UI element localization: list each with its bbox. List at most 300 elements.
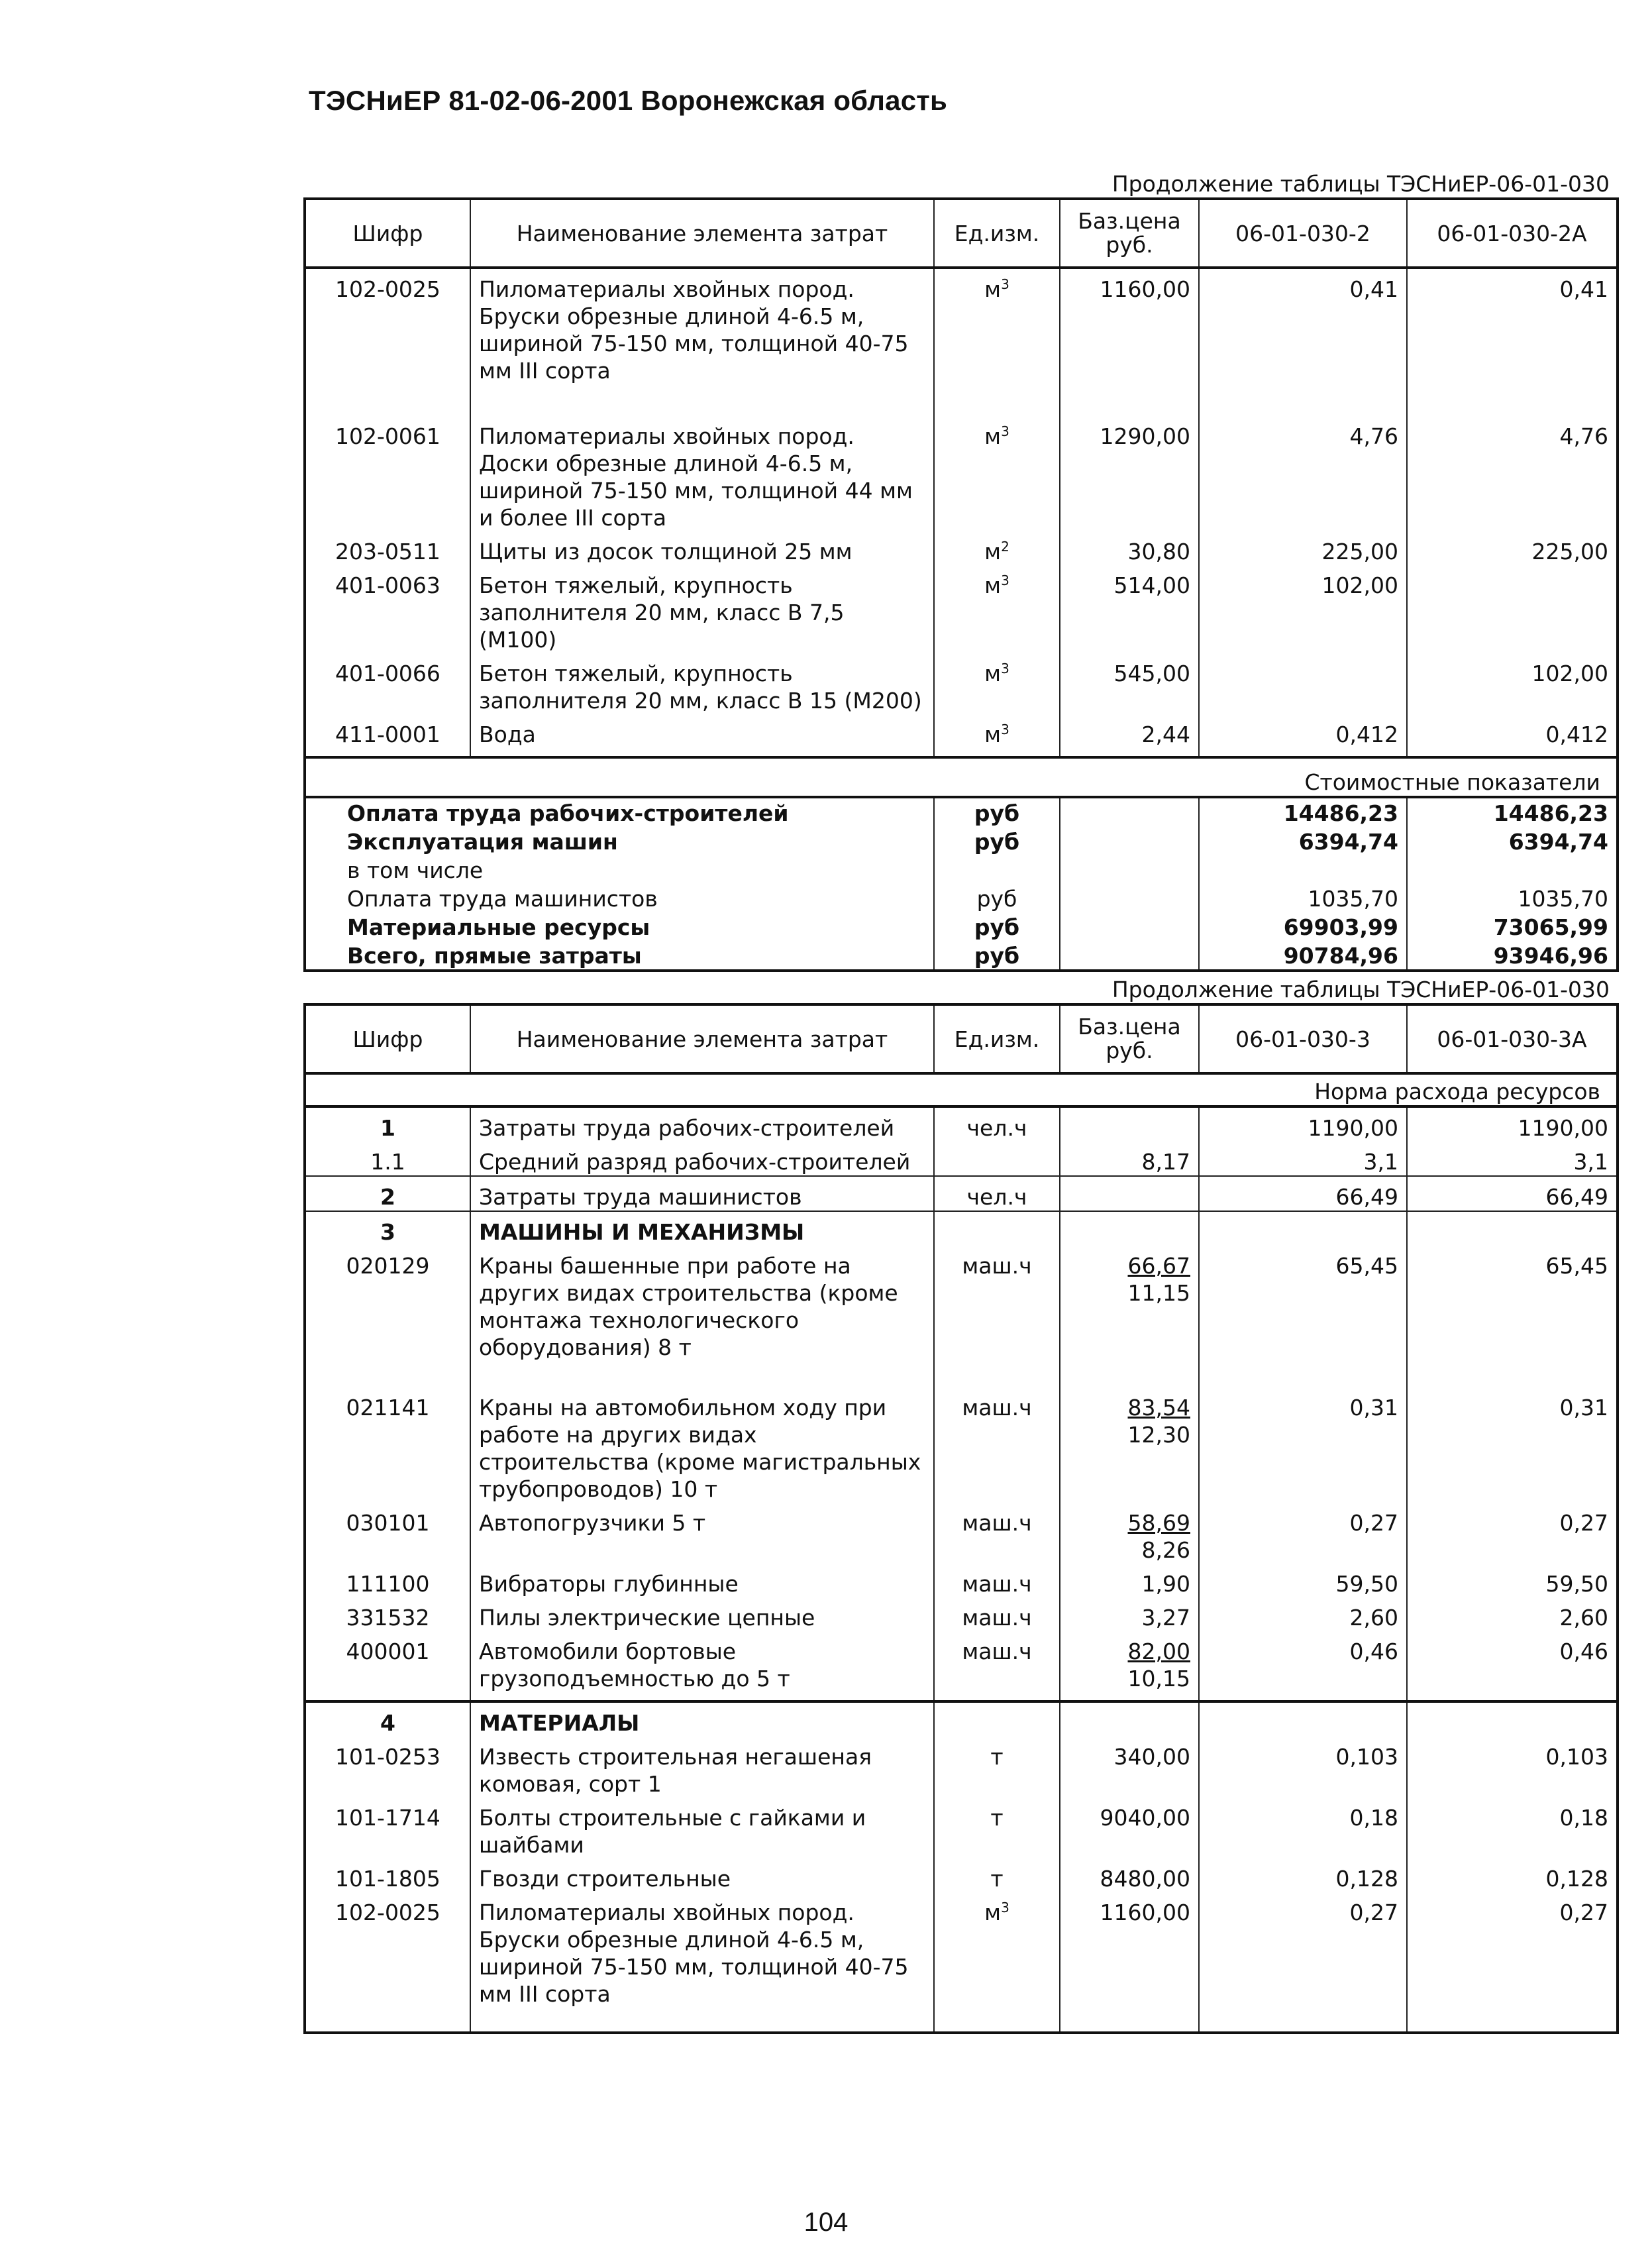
code-cell	[305, 1631, 470, 1701]
price-cell-text: 1160,00	[1100, 276, 1190, 302]
spacer-cell	[1407, 748, 1618, 757]
unit-cell-text: маш.ч	[962, 1510, 1032, 1536]
value-a-cell-text: 0,41	[1349, 276, 1398, 302]
summary-unit-text: руб	[974, 829, 1020, 855]
name-cell	[470, 1564, 934, 1597]
name-cell	[470, 1892, 934, 2033]
code-cell	[305, 1858, 470, 1892]
summary-label-text: Всего, прямые затраты	[347, 943, 642, 969]
summary-value-b	[1407, 827, 1618, 855]
price-machinist-value: 10,15	[1127, 1666, 1190, 1692]
name-cell-text: Средний разряд рабочих-строителей	[479, 1149, 911, 1175]
summary-value-b	[1407, 855, 1618, 884]
value-b-cell	[1407, 268, 1618, 416]
value-b-cell-text: 102,00	[1531, 661, 1608, 686]
value-a-cell	[1199, 1892, 1407, 2033]
code-cell	[305, 1892, 470, 2033]
price-cell	[1060, 1503, 1199, 1564]
summary-price-empty	[1060, 855, 1199, 884]
price-cell	[1060, 1701, 1199, 1737]
price-cell-text: 545,00	[1113, 661, 1190, 686]
value-b-cell-text: 4,76	[1559, 423, 1608, 449]
price-cell	[1060, 653, 1199, 714]
unit-cell	[934, 1701, 1060, 1737]
code-cell	[305, 1142, 470, 1176]
value-b-cell-text: 0,41	[1559, 276, 1608, 302]
table-row	[305, 1503, 1618, 1564]
value-b-cell-text: 66,49	[1545, 1184, 1608, 1210]
price-machinist-value: 12,30	[1127, 1422, 1190, 1448]
value-b-cell-text: 0,31	[1559, 1395, 1608, 1421]
code-cell-text: 1.1	[370, 1149, 405, 1175]
code-cell-text: 3	[380, 1219, 395, 1245]
price-cell	[1060, 1564, 1199, 1597]
value-a-cell	[1199, 1246, 1407, 1387]
price-cell	[1060, 1387, 1199, 1503]
value-a-cell-text: 0,128	[1335, 1866, 1398, 1892]
unit-superscript: 3	[1001, 572, 1009, 588]
code-cell	[305, 1798, 470, 1858]
unit-cell	[934, 1387, 1060, 1503]
summary-label	[305, 884, 934, 912]
table-row	[305, 565, 1618, 653]
summary-price-empty	[1060, 884, 1199, 912]
summary-value-a	[1199, 884, 1407, 912]
header-code: Шифр	[305, 199, 470, 268]
unit-cell	[934, 416, 1060, 531]
price-cell	[1060, 531, 1199, 565]
table2-band-row	[305, 1073, 1618, 1106]
header-unit: Ед.изм.	[934, 1004, 1060, 1073]
value-b-cell	[1407, 1176, 1618, 1211]
unit-cell-text: чел.ч	[966, 1115, 1027, 1141]
value-a-cell	[1199, 1503, 1407, 1564]
name-cell	[470, 1387, 934, 1503]
value-a-cell	[1199, 1701, 1407, 1737]
price-cell-text: 514,00	[1113, 572, 1190, 598]
unit-cell	[934, 1142, 1060, 1176]
value-a-cell-text: 0,103	[1335, 1744, 1398, 1770]
table1-band-row	[305, 757, 1618, 797]
name-cell-text: Затраты труда машинистов	[479, 1184, 802, 1210]
value-a-cell	[1199, 714, 1407, 748]
price-cell	[1060, 1246, 1199, 1387]
unit-cell	[934, 1631, 1060, 1701]
unit-superscript: 3	[1001, 276, 1009, 292]
unit-cell-text: маш.ч	[962, 1605, 1032, 1631]
unit-cell-text: маш.ч	[962, 1571, 1032, 1597]
name-cell-text: МАШИНЫ И МЕХАНИЗМЫ	[479, 1219, 805, 1245]
name-cell-text: Затраты труда рабочих-строителей	[479, 1115, 895, 1141]
unit-cell-text: т	[990, 1744, 1004, 1770]
code-cell-text: 102-0025	[335, 1900, 440, 1925]
value-a-cell	[1199, 565, 1407, 653]
unit-cell-text: т	[990, 1805, 1004, 1831]
summary-unit-text: руб	[974, 914, 1020, 940]
code-cell	[305, 1737, 470, 1798]
value-b-cell-text: 3,1	[1573, 1149, 1608, 1175]
unit-cell-text: маш.ч	[962, 1395, 1032, 1421]
value-b-cell-text: 1190,00	[1518, 1115, 1608, 1141]
value-b-cell	[1407, 1798, 1618, 1858]
code-cell-text: 401-0066	[335, 661, 440, 686]
price-cell-text: 2,44	[1141, 722, 1190, 747]
summary-value-a	[1199, 912, 1407, 941]
name-cell-text: Пилы электрические цепные	[479, 1605, 815, 1631]
value-b-cell	[1407, 1597, 1618, 1631]
table1-continuation: Продолжение таблицы ТЭСНиЕР-06-01-030	[1111, 171, 1610, 197]
name-cell-text: Бетон тяжелый, крупность заполнителя 20 мм, класс В 7,5 (М100)	[479, 572, 845, 653]
value-b-cell	[1407, 1387, 1618, 1503]
unit-cell	[934, 714, 1060, 748]
value-b-cell	[1407, 714, 1618, 748]
price-cell-text: 1290,00	[1100, 423, 1190, 449]
table-row	[305, 1701, 1618, 1737]
value-a-cell	[1199, 268, 1407, 416]
unit-superscript: 2	[1001, 539, 1009, 555]
value-a-cell-text: 102,00	[1321, 572, 1398, 598]
unit-cell	[934, 565, 1060, 653]
spacer-row	[305, 748, 1618, 757]
code-cell-text: 101-0253	[335, 1744, 440, 1770]
value-a-cell-text: 0,46	[1349, 1639, 1398, 1664]
summary-value-b	[1407, 912, 1618, 941]
price-cell	[1060, 416, 1199, 531]
value-a-cell	[1199, 1142, 1407, 1176]
price-cell	[1060, 1631, 1199, 1701]
summary-price-empty	[1060, 941, 1199, 971]
name-cell-text: Вода	[479, 722, 536, 747]
price-value: 340,00	[1113, 1744, 1190, 1770]
summary-value-b	[1407, 941, 1618, 971]
value-b-cell	[1407, 565, 1618, 653]
code-cell-text: 021141	[346, 1395, 430, 1421]
summary-value-a-text: 6394,74	[1298, 829, 1398, 855]
value-b-cell-text: 0,46	[1559, 1639, 1608, 1664]
table-row	[305, 1892, 1618, 2033]
name-cell	[470, 268, 934, 416]
summary-label	[305, 941, 934, 971]
value-a-cell-text: 65,45	[1335, 1253, 1398, 1279]
unit-superscript: 3	[1001, 722, 1009, 737]
name-cell	[470, 1737, 934, 1798]
summary-unit	[934, 912, 1060, 941]
header-price: Баз.цена руб.	[1060, 1004, 1199, 1073]
code-cell-text: 411-0001	[335, 722, 440, 747]
value-b-cell-text: 225,00	[1531, 539, 1608, 565]
code-cell	[305, 1246, 470, 1387]
price-cell	[1060, 1106, 1199, 1142]
price-value: 66,67	[1127, 1253, 1190, 1279]
value-b-cell	[1407, 1858, 1618, 1892]
value-b-cell-text: 0,27	[1559, 1510, 1608, 1536]
value-a-cell-text: 0,27	[1349, 1510, 1398, 1536]
summary-unit	[934, 941, 1060, 971]
value-b-cell	[1407, 653, 1618, 714]
code-cell	[305, 1564, 470, 1597]
unit-cell-text: м	[984, 572, 1002, 598]
unit-cell-text: м	[984, 1900, 1002, 1925]
header-price: Баз.цена руб.	[1060, 199, 1199, 268]
table-row	[305, 268, 1618, 416]
unit-cell	[934, 1106, 1060, 1142]
value-b-cell	[1407, 1631, 1618, 1701]
resource-table-1	[303, 197, 1619, 972]
code-cell-text: 4	[380, 1710, 395, 1736]
table1-band-label: Стоимостные показатели	[305, 757, 1618, 797]
unit-cell	[934, 1597, 1060, 1631]
value-b-cell	[1407, 1892, 1618, 2033]
summary-unit	[934, 797, 1060, 827]
value-a-cell-text: 0,27	[1349, 1900, 1398, 1925]
price-value: 82,00	[1127, 1639, 1190, 1664]
value-a-cell	[1199, 653, 1407, 714]
code-cell	[305, 1211, 470, 1246]
header-col-b: 06-01-030-2А	[1407, 199, 1618, 268]
summary-unit-text: руб	[974, 800, 1020, 826]
price-cell	[1060, 714, 1199, 748]
table1-body	[305, 268, 1618, 757]
value-b-cell-text: 65,45	[1545, 1253, 1608, 1279]
unit-cell	[934, 1737, 1060, 1798]
name-cell	[470, 1106, 934, 1142]
unit-cell	[934, 1246, 1060, 1387]
code-cell	[305, 714, 470, 748]
value-b-cell	[1407, 1503, 1618, 1564]
value-b-cell-text: 0,128	[1545, 1866, 1608, 1892]
unit-cell-text: м	[984, 276, 1002, 302]
summary-price-empty	[1060, 827, 1199, 855]
value-b-cell	[1407, 1701, 1618, 1737]
unit-cell-text: м	[984, 661, 1002, 686]
summary-unit-text: руб	[976, 886, 1017, 912]
resource-table-2	[303, 1003, 1619, 2034]
value-b-cell	[1407, 1142, 1618, 1176]
value-b-cell	[1407, 1564, 1618, 1597]
summary-value-a	[1199, 855, 1407, 884]
table-row	[305, 416, 1618, 531]
summary-value-b	[1407, 884, 1618, 912]
name-cell-text: Краны башенные при работе на других видах строительства (кроме монтажа технологического оборудования) 8 т	[479, 1253, 898, 1360]
summary-value-a	[1199, 941, 1407, 971]
unit-superscript: 3	[1001, 1900, 1009, 1915]
table-row	[305, 1737, 1618, 1798]
unit-cell	[934, 1798, 1060, 1858]
value-a-cell-text: 4,76	[1349, 423, 1398, 449]
price-cell	[1060, 565, 1199, 653]
summary-label-text: Оплата труда рабочих-строителей	[347, 800, 789, 826]
unit-cell-text: м	[984, 539, 1002, 565]
value-a-cell-text: 225,00	[1321, 539, 1398, 565]
summary-value-b	[1407, 797, 1618, 827]
name-cell	[470, 714, 934, 748]
table2-band-label: Норма расхода ресурсов	[305, 1073, 1618, 1106]
code-cell	[305, 565, 470, 653]
name-cell	[470, 565, 934, 653]
summary-label-text: Эксплуатация машин	[347, 829, 618, 855]
price-cell	[1060, 1892, 1199, 2033]
table-row	[305, 1564, 1618, 1597]
code-cell	[305, 653, 470, 714]
summary-unit	[934, 884, 1060, 912]
page-number: 104	[803, 2208, 849, 2237]
name-cell	[470, 1142, 934, 1176]
header-name: Наименование элемента затрат	[470, 1004, 934, 1073]
price-value: 8480,00	[1100, 1866, 1190, 1892]
code-cell	[305, 416, 470, 531]
value-a-cell	[1199, 531, 1407, 565]
unit-cell	[934, 1176, 1060, 1211]
value-a-cell	[1199, 1211, 1407, 1246]
value-b-cell	[1407, 1106, 1618, 1142]
unit-cell-text: маш.ч	[962, 1253, 1032, 1279]
summary-row	[305, 797, 1618, 827]
value-a-cell	[1199, 1564, 1407, 1597]
value-b-cell-text: 2,60	[1559, 1605, 1608, 1631]
table-row	[305, 531, 1618, 565]
unit-cell	[934, 268, 1060, 416]
name-cell	[470, 1631, 934, 1701]
summary-label-text: Материальные ресурсы	[347, 914, 650, 940]
summary-label	[305, 797, 934, 827]
code-cell-text: 401-0063	[335, 572, 440, 598]
summary-value-a-text: 69903,99	[1283, 914, 1398, 940]
name-cell	[470, 1176, 934, 1211]
name-cell	[470, 653, 934, 714]
code-cell-text: 030101	[346, 1510, 430, 1536]
price-cell	[1060, 1737, 1199, 1798]
summary-row	[305, 855, 1618, 884]
value-a-cell	[1199, 1387, 1407, 1503]
unit-cell	[934, 531, 1060, 565]
code-cell	[305, 1503, 470, 1564]
unit-superscript: 3	[1001, 423, 1009, 439]
summary-label	[305, 912, 934, 941]
name-cell-text: Бетон тяжелый, крупность заполнителя 20 мм, класс В 15 (М200)	[479, 661, 922, 714]
value-a-cell-text: 1190,00	[1308, 1115, 1398, 1141]
name-cell-text: Автопогрузчики 5 т	[479, 1510, 706, 1536]
table1-header-row	[305, 199, 1618, 268]
name-cell	[470, 1503, 934, 1564]
value-b-cell	[1407, 531, 1618, 565]
value-a-cell-text: 0,18	[1349, 1805, 1398, 1831]
summary-row	[305, 827, 1618, 855]
name-cell-text: Щиты из досок толщиной 25 мм	[479, 539, 852, 565]
code-cell-text: 101-1714	[335, 1805, 440, 1831]
unit-cell	[934, 1892, 1060, 2033]
summary-label	[305, 855, 934, 884]
code-cell	[305, 1106, 470, 1142]
value-b-cell	[1407, 1211, 1618, 1246]
header-col-a: 06-01-030-2	[1199, 199, 1407, 268]
price-cell	[1060, 1858, 1199, 1892]
name-cell-text: Автомобили бортовые грузоподъемностью до 5 т	[479, 1639, 790, 1692]
summary-unit	[934, 827, 1060, 855]
code-cell-text: 2	[380, 1184, 395, 1210]
price-cell	[1060, 1211, 1199, 1246]
code-cell	[305, 1387, 470, 1503]
summary-price-empty	[1060, 797, 1199, 827]
value-a-cell	[1199, 1737, 1407, 1798]
unit-cell-text: чел.ч	[966, 1184, 1027, 1210]
header-col-a: 06-01-030-3	[1199, 1004, 1407, 1073]
document-title: ТЭСНиЕР 81-02-06-2001 Воронежская область	[309, 85, 948, 116]
value-a-cell	[1199, 1106, 1407, 1142]
value-a-cell	[1199, 1597, 1407, 1631]
value-b-cell-text: 59,50	[1545, 1571, 1608, 1597]
unit-cell-text: м	[984, 722, 1002, 747]
value-a-cell-text: 0,31	[1349, 1395, 1398, 1421]
summary-label-text: Оплата труда машинистов	[347, 886, 658, 912]
header-name: Наименование элемента затрат	[470, 199, 934, 268]
summary-value-a-text: 90784,96	[1283, 943, 1398, 969]
summary-label-text: в том числе	[347, 857, 484, 883]
spacer-cell	[305, 748, 470, 757]
price-value: 58,69	[1127, 1510, 1190, 1536]
value-a-cell-text: 0,412	[1335, 722, 1398, 747]
name-cell-text: МАТЕРИАЛЫ	[479, 1710, 640, 1736]
spacer-cell	[1060, 748, 1199, 757]
value-a-cell	[1199, 1798, 1407, 1858]
summary-row	[305, 912, 1618, 941]
unit-cell-text: т	[990, 1866, 1004, 1892]
summary-value-a-text: 14486,23	[1283, 800, 1398, 826]
unit-cell	[934, 1503, 1060, 1564]
summary-price-empty	[1060, 912, 1199, 941]
table-row	[305, 653, 1618, 714]
table-row	[305, 1858, 1618, 1892]
code-cell-text: 111100	[346, 1571, 430, 1597]
value-a-cell-text: 2,60	[1349, 1605, 1398, 1631]
name-cell-text: Пиломатериалы хвойных пород. Бруски обрезные длиной 4-6.5 м, шириной 75-150 мм, толщиной 40-75 мм III сорта	[479, 1900, 909, 2007]
table-row	[305, 1798, 1618, 1858]
value-b-cell	[1407, 1246, 1618, 1387]
table-row	[305, 714, 1618, 748]
unit-cell	[934, 1858, 1060, 1892]
name-cell	[470, 531, 934, 565]
name-cell-text: Известь строительная негашеная комовая, сорт 1	[479, 1744, 872, 1797]
price-value: 9040,00	[1100, 1805, 1190, 1831]
code-cell-text: 203-0511	[335, 539, 440, 565]
value-b-cell	[1407, 416, 1618, 531]
table2-body	[305, 1106, 1618, 2033]
value-b-cell-text: 0,103	[1545, 1744, 1608, 1770]
price-value: 1,90	[1141, 1571, 1190, 1597]
summary-value-a-text: 1035,70	[1308, 886, 1398, 912]
table-row	[305, 1106, 1618, 1142]
table-row	[305, 1246, 1618, 1387]
code-cell-text: 102-0025	[335, 276, 440, 302]
spacer-cell	[934, 748, 1060, 757]
unit-cell	[934, 653, 1060, 714]
price-machinist-value: 8,26	[1141, 1537, 1190, 1563]
price-value: 8,17	[1141, 1149, 1190, 1175]
value-b-cell-text: 0,412	[1545, 722, 1608, 747]
table-row	[305, 1631, 1618, 1701]
summary-value-b-text: 1035,70	[1518, 886, 1608, 912]
code-cell	[305, 1701, 470, 1737]
table-row	[305, 1142, 1618, 1176]
name-cell-text: Вибраторы глубинные	[479, 1571, 739, 1597]
summary-value-b-text: 93946,96	[1493, 943, 1608, 969]
name-cell	[470, 1798, 934, 1858]
code-cell-text: 020129	[346, 1253, 430, 1279]
value-a-cell	[1199, 416, 1407, 531]
name-cell-text: Гвозди строительные	[479, 1866, 731, 1892]
value-b-cell	[1407, 1737, 1618, 1798]
table-row	[305, 1387, 1618, 1503]
name-cell	[470, 1597, 934, 1631]
